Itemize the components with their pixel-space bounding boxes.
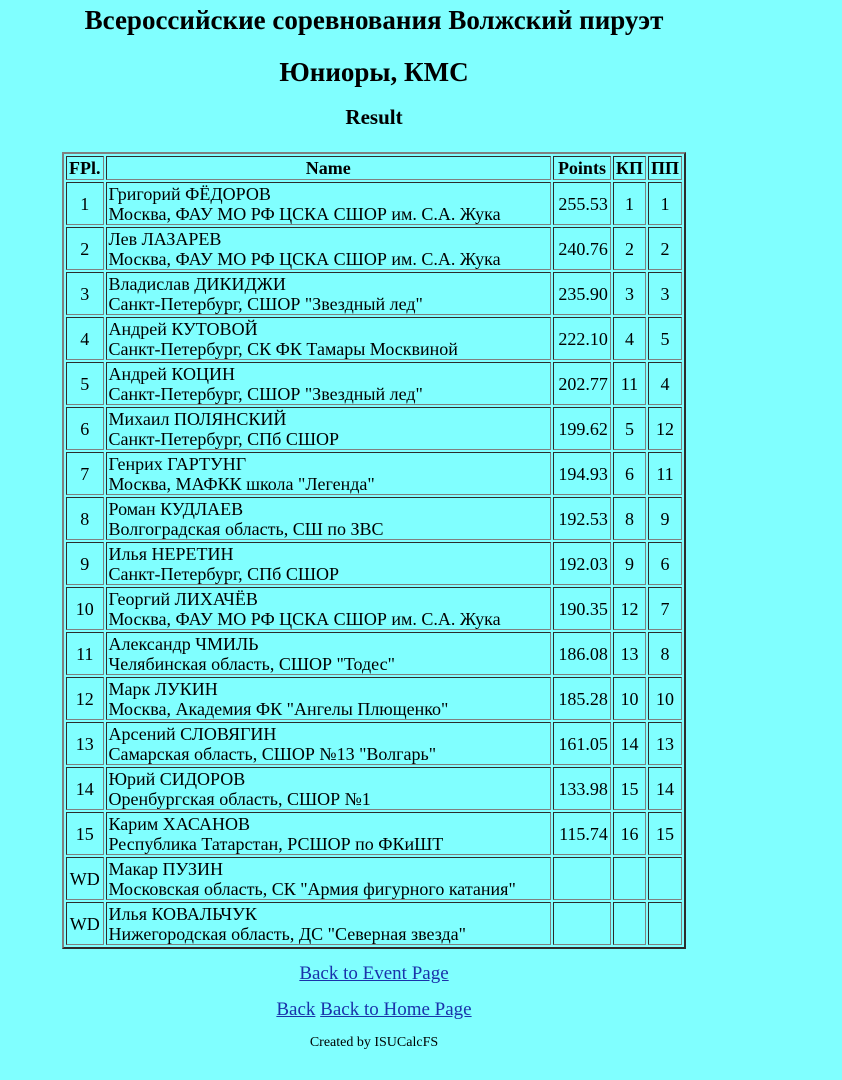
table-row — [66, 317, 682, 360]
place-cell: 3 — [66, 272, 104, 315]
skater-club: Москва, ФАУ МО РФ ЦСКА СШОР им. С.А. Жука — [108, 608, 501, 629]
place-cell: 5 — [66, 362, 104, 405]
header-fs: ПП — [648, 156, 682, 180]
table-row — [66, 542, 682, 585]
back-link[interactable]: Back — [276, 999, 316, 1020]
points-cell: 185.28 — [553, 677, 611, 720]
points-cell — [553, 857, 611, 900]
fs-place-cell: 12 — [648, 407, 682, 450]
sp-place-cell: 10 — [613, 677, 646, 720]
place-cell: 9 — [66, 542, 104, 585]
skater-club: Санкт-Петербург, СПб СШОР — [108, 563, 340, 584]
fs-place-cell — [648, 857, 682, 900]
skater-club: Санкт-Петербург, СК ФК Тамары Москвиной — [108, 338, 458, 359]
header-points: Points — [553, 156, 611, 180]
points-cell: 192.03 — [553, 542, 611, 585]
points-cell — [553, 902, 611, 945]
fs-place-cell: 5 — [648, 317, 682, 360]
table-row — [66, 857, 682, 900]
home-link-row — [62, 999, 686, 1021]
sp-place-cell: 5 — [613, 407, 646, 450]
fs-place-cell: 13 — [648, 722, 682, 765]
points-cell: 161.05 — [553, 722, 611, 765]
name-cell — [106, 587, 552, 630]
points-cell: 240.76 — [553, 227, 611, 270]
points-cell: 255.53 — [553, 182, 611, 225]
sp-place-cell: 3 — [613, 272, 646, 315]
name-cell — [106, 542, 552, 585]
table-row — [66, 587, 682, 630]
points-cell: 186.08 — [553, 632, 611, 675]
sp-place-cell: 12 — [613, 587, 646, 630]
sp-place-cell: 8 — [613, 497, 646, 540]
event-link-row — [62, 963, 686, 985]
skater-club: Москва, ФАУ МО РФ ЦСКА СШОР им. С.А. Жука — [108, 203, 501, 224]
place-cell: 1 — [66, 182, 104, 225]
points-cell: 133.98 — [553, 767, 611, 810]
name-cell — [106, 272, 552, 315]
name-cell — [106, 182, 552, 225]
name-cell — [106, 722, 552, 765]
place-cell: WD — [66, 902, 104, 945]
results-table — [62, 152, 686, 949]
header-name: Name — [106, 156, 552, 180]
fs-place-cell: 4 — [648, 362, 682, 405]
skater-club: Челябинская область, СШОР "Тодес" — [108, 653, 395, 674]
skater-club: Самарская область, СШОР №13 "Волгарь" — [108, 743, 437, 764]
skater-club: Республика Татарстан, РСШОР по ФКиШТ — [108, 833, 444, 854]
place-cell: 4 — [66, 317, 104, 360]
name-cell — [106, 767, 552, 810]
skater-name: Илья НЕРЕТИН — [108, 543, 234, 564]
fs-place-cell: 3 — [648, 272, 682, 315]
table-row — [66, 677, 682, 720]
points-cell: 222.10 — [553, 317, 611, 360]
fs-place-cell: 7 — [648, 587, 682, 630]
name-cell — [106, 677, 552, 720]
fs-place-cell: 8 — [648, 632, 682, 675]
table-row — [66, 452, 682, 495]
name-cell — [106, 452, 552, 495]
table-row — [66, 227, 682, 270]
sp-place-cell: 4 — [613, 317, 646, 360]
fs-place-cell: 11 — [648, 452, 682, 495]
table-header-row — [66, 156, 682, 180]
points-cell: 199.62 — [553, 407, 611, 450]
skater-club: Волгоградская область, СШ по ЗВС — [108, 518, 384, 539]
skater-name: Андрей КОЦИН — [108, 363, 235, 384]
footer-credit: Created by ISUCalcFS — [309, 1035, 439, 1050]
table-row — [66, 812, 682, 855]
table-row — [66, 182, 682, 225]
place-cell: 6 — [66, 407, 104, 450]
sp-place-cell — [613, 902, 646, 945]
fs-place-cell: 1 — [648, 182, 682, 225]
sp-place-cell — [613, 857, 646, 900]
skater-name: Илья КОВАЛЬЧУК — [108, 903, 257, 924]
fs-place-cell: 15 — [648, 812, 682, 855]
skater-name: Андрей КУТОВОЙ — [108, 318, 258, 339]
fs-place-cell: 6 — [648, 542, 682, 585]
name-cell — [106, 497, 552, 540]
header-place: FPl. — [66, 156, 104, 180]
skater-club: Москва, Академия ФК "Ангелы Плющенко" — [108, 698, 449, 719]
skater-name: Михаил ПОЛЯНСКИЙ — [108, 408, 287, 429]
sp-place-cell: 13 — [613, 632, 646, 675]
skater-name: Макар ПУЗИН — [108, 858, 223, 879]
page-content — [62, 0, 686, 1051]
table-row — [66, 362, 682, 405]
name-cell — [106, 362, 552, 405]
skater-name: Генрих ГАРТУНГ — [108, 453, 247, 474]
place-cell: WD — [66, 857, 104, 900]
fs-place-cell: 14 — [648, 767, 682, 810]
skater-name: Роман КУДЛАЕВ — [108, 498, 244, 519]
place-cell: 2 — [66, 227, 104, 270]
place-cell: 15 — [66, 812, 104, 855]
name-cell — [106, 632, 552, 675]
points-cell: 194.93 — [553, 452, 611, 495]
name-cell — [106, 902, 552, 945]
header-sp: КП — [613, 156, 646, 180]
skater-name: Александр ЧМИЛЬ — [108, 633, 259, 654]
table-row — [66, 632, 682, 675]
fs-place-cell — [648, 902, 682, 945]
sp-place-cell: 11 — [613, 362, 646, 405]
skater-name: Марк ЛУКИН — [108, 678, 218, 699]
table-row — [66, 407, 682, 450]
skater-name: Владислав ДИКИДЖИ — [108, 273, 286, 294]
name-cell — [106, 857, 552, 900]
skater-club: Санкт-Петербург, СШОР "Звездный лед" — [108, 383, 423, 404]
place-cell: 11 — [66, 632, 104, 675]
table-row — [66, 902, 682, 945]
sp-place-cell: 16 — [613, 812, 646, 855]
name-cell — [106, 812, 552, 855]
name-cell — [106, 317, 552, 360]
points-cell: 235.90 — [553, 272, 611, 315]
name-cell — [106, 407, 552, 450]
skater-club: Санкт-Петербург, СШОР "Звездный лед" — [108, 293, 423, 314]
sp-place-cell: 15 — [613, 767, 646, 810]
category-heading: Юниоры, КМС — [279, 57, 469, 87]
back-to-home-link[interactable]: Back to Home Page — [320, 999, 472, 1020]
page-title: Всероссийские соревнования Волжский пируэт — [84, 5, 664, 35]
skater-name: Лев ЛАЗАРЕВ — [108, 228, 222, 249]
table-row — [66, 767, 682, 810]
fs-place-cell: 9 — [648, 497, 682, 540]
place-cell: 12 — [66, 677, 104, 720]
place-cell: 10 — [66, 587, 104, 630]
place-cell: 7 — [66, 452, 104, 495]
points-cell: 115.74 — [553, 812, 611, 855]
skater-club: Москва, ФАУ МО РФ ЦСКА СШОР им. С.А. Жука — [108, 248, 501, 269]
sp-place-cell: 1 — [613, 182, 646, 225]
sp-place-cell: 14 — [613, 722, 646, 765]
points-cell: 190.35 — [553, 587, 611, 630]
place-cell: 14 — [66, 767, 104, 810]
skater-name: Григорий ФЁДОРОВ — [108, 183, 271, 204]
table-row — [66, 722, 682, 765]
sp-place-cell: 9 — [613, 542, 646, 585]
fs-place-cell: 10 — [648, 677, 682, 720]
sp-place-cell: 2 — [613, 227, 646, 270]
name-cell — [106, 227, 552, 270]
skater-name: Карим ХАСАНОВ — [108, 813, 250, 834]
skater-club: Оренбургская область, СШОР №1 — [108, 788, 371, 809]
skater-name: Арсений СЛОВЯГИН — [108, 723, 277, 744]
points-cell: 192.53 — [553, 497, 611, 540]
skater-club: Санкт-Петербург, СПб СШОР — [108, 428, 340, 449]
fs-place-cell: 2 — [648, 227, 682, 270]
skater-club: Нижегородская область, ДС "Северная звезда" — [108, 923, 466, 944]
points-cell: 202.77 — [553, 362, 611, 405]
sp-place-cell: 6 — [613, 452, 646, 495]
result-heading: Result — [345, 105, 403, 129]
place-cell: 13 — [66, 722, 104, 765]
skater-club: Москва, МАФКК школа "Легенда" — [108, 473, 375, 494]
table-row — [66, 497, 682, 540]
place-cell: 8 — [66, 497, 104, 540]
skater-name: Георгий ЛИХАЧЁВ — [108, 588, 258, 609]
back-to-event-link[interactable]: Back to Event Page — [299, 963, 449, 984]
table-row — [66, 272, 682, 315]
skater-club: Московская область, СК "Армия фигурного катания" — [108, 878, 516, 899]
skater-name: Юрий СИДОРОВ — [108, 768, 246, 789]
